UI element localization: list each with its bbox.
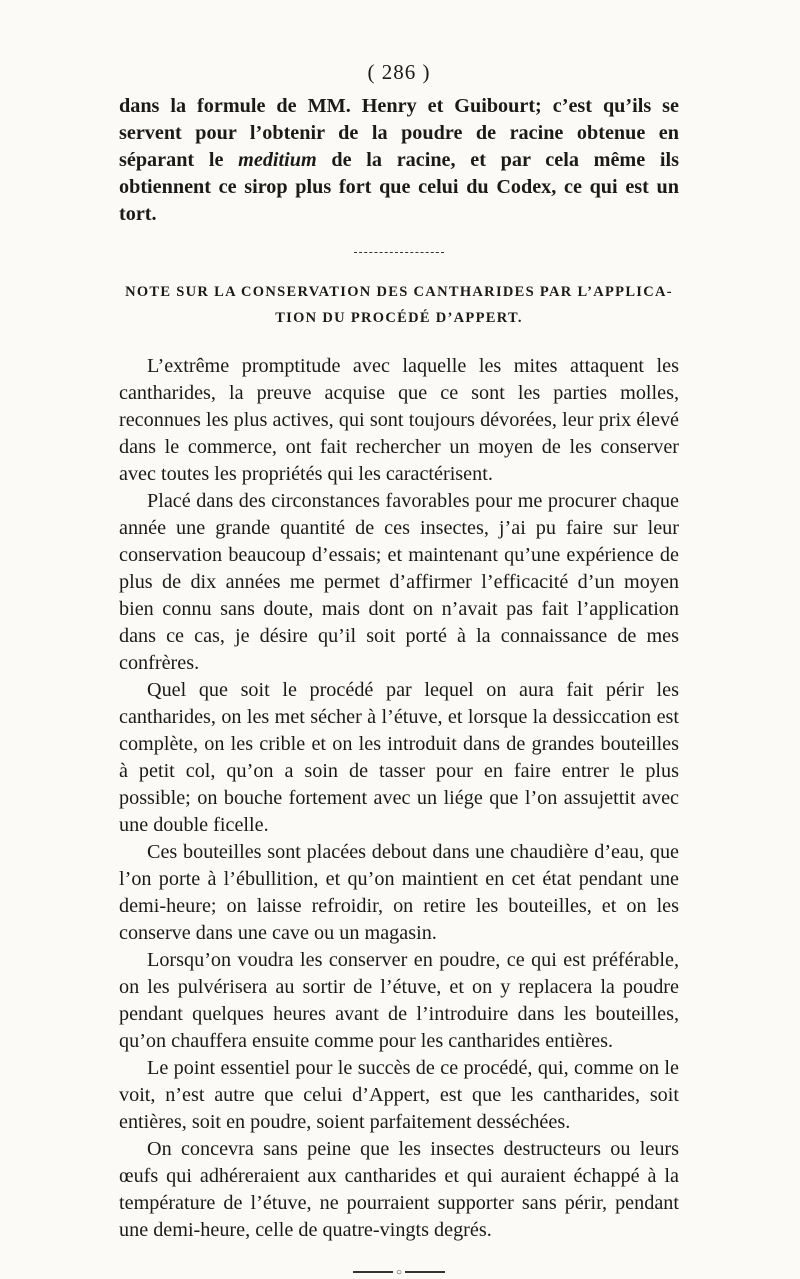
note-title-line2: TION DU PROCÉDÉ D’APPERT. bbox=[275, 310, 523, 326]
section-divider bbox=[354, 252, 444, 253]
page-number: ( 286 ) bbox=[367, 60, 431, 84]
paragraph-3: Quel que soit le procédé par lequel on aura fait périr les cantharides, on les met sécher à l’étuve, et lorsque la dessiccation est complète, on les crible et on les introduit dans de grandes bouteilles à petit col, qu’on a soin de tasser pour en faire entrer le plus possible; on bouche fortement avec un liége que l’on assujettit avec une double ficelle. bbox=[119, 679, 679, 836]
book-page bbox=[119, 60, 679, 1279]
note-title-line1: NOTE SUR LA CONSERVATION DES CANTHARIDES PAR L’APPLICA- bbox=[125, 284, 673, 300]
ornament-circle-icon: ○ bbox=[395, 1266, 403, 1278]
intro-emphasis: meditium bbox=[238, 149, 317, 171]
end-ornament bbox=[119, 1264, 679, 1279]
paragraph-2: Placé dans des circonstances favorables pour me procurer chaque année une grande quantité de ces insectes, j’ai pu faire sur leur conservation beaucoup d’essais; et maintenant qu’une expérience de plus de dix années me permet d’affirmer l’efficacité d’un moyen bien connu sans doute, mais dont on n’avait pas fait l’application dans ce cas, je désire qu’il soit porté à la connaissance de mes confrères. bbox=[119, 490, 679, 674]
paragraph-6: Le point essentiel pour le succès de ce procédé, qui, comme on le voit, n’est autre que celui d’Appert, est que les cantharides, soit entières, soit en poudre, soient parfaitement desséchées. bbox=[119, 1057, 679, 1133]
note-title bbox=[119, 279, 679, 331]
ornament-line-right bbox=[405, 1271, 445, 1273]
intro-text-before: dans la formule de MM. Henry et Guibourt; c’est qu’ils se servent pour l’obtenir de la poudre de racine obtenue en séparant le bbox=[119, 95, 679, 171]
paragraph-1: L’extrême promptitude avec laquelle les mites attaquent les cantharides, la preuve acquise que ce sont les parties molles, reconnues les plus actives, qui sont toujours dévorées, leur prix élevé dans le commerce, ont fait rechercher un moyen de les conserver avec toutes les propriétés qui les caractérisent. bbox=[119, 355, 679, 485]
intro-paragraph bbox=[119, 93, 679, 228]
paragraph-7: On concevra sans peine que les insectes destructeurs ou leurs œufs qui adhéreraient aux cantharides et qui auraient échappé à la température de l’étuve, ne pourraient supporter sans périr, pendant une demi-heure, celle de quatre-vingts degrés. bbox=[119, 1138, 679, 1241]
ornament-line-left bbox=[353, 1271, 393, 1273]
intro-text-after: de la racine, et par cela même ils obtiennent ce sirop plus fort que celui du Codex, ce qui est un tort. bbox=[119, 149, 679, 225]
paragraph-4: Ces bouteilles sont placées debout dans une chaudière d’eau, que l’on porte à l’ébullition, et qu’on maintient en cet état pendant une demi-heure; on laisse refroidir, on retire les bouteilles, et on les conserve dans une cave ou un magasin. bbox=[119, 841, 679, 944]
paragraph-5: Lorsqu’on voudra les conserver en poudre, ce qui est préférable, on les pulvérisera au sortir de l’étuve, et on y replacera la poudre pendant quelques heures avant de l’introduire dans les bouteilles, qu’on chauffera ensuite comme pour les cantharides entières. bbox=[119, 949, 679, 1052]
